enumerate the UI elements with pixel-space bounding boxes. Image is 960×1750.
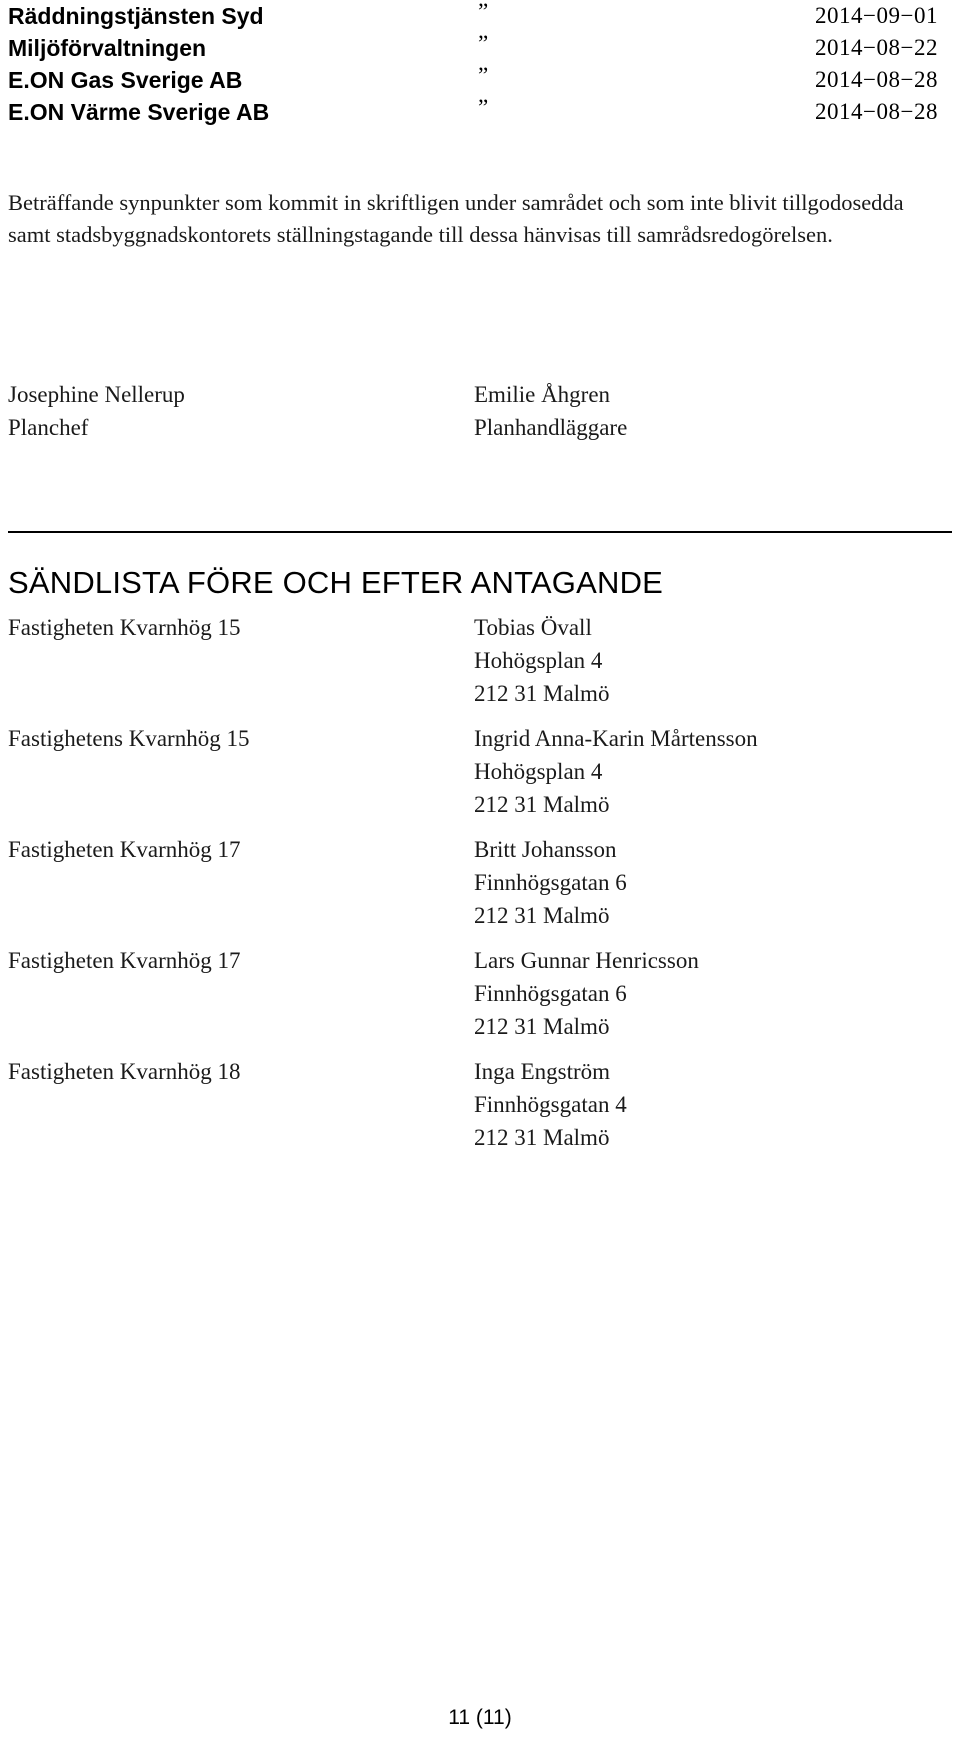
recipient-name: Lars Gunnar Henricsson [474,948,699,973]
ditto-mark: ” [478,0,489,24]
recipient-postal: 212 31 Malmö [474,792,610,817]
send-list-entry [8,833,948,944]
recipient-name: Ingrid Anna-Karin Mårtensson [474,726,758,751]
recipient-name: Britt Johansson [474,837,617,862]
recipient-street: Finnhögsgatan 6 [474,981,627,1006]
section-heading: SÄNDLISTA FÖRE OCH EFTER ANTAGANDE [8,565,664,600]
send-list-entry [8,722,948,833]
remiss-organization: E.ON Gas Sverige AB [8,67,243,93]
ditto-mark: ” [478,31,489,56]
property-name: Fastigheten Kvarnhög 15 [8,615,241,640]
recipient-name: Inga Engström [474,1059,611,1084]
remiss-date: 2014−08−28 [815,99,938,124]
property-name: Fastigheten Kvarnhög 18 [8,1059,241,1084]
ditto-mark: ” [478,63,489,88]
send-list-entry [8,1055,948,1166]
horizontal-divider [8,531,952,533]
signature-left [8,378,185,444]
remiss-organization: Miljöförvaltningen [8,35,207,61]
signature-right [474,378,627,444]
recipient-street: Finnhögsgatan 6 [474,870,627,895]
signatory-name: Josephine Nellerup [8,382,185,407]
recipient-address [474,1055,627,1154]
recipient-address [474,944,699,1043]
remiss-date: 2014−09−01 [815,3,938,28]
recipient-address [474,833,627,932]
recipient-postal: 212 31 Malmö [474,681,610,706]
send-list [8,611,948,1166]
recipient-postal: 212 31 Malmö [474,903,610,928]
signatory-title: Planchef [8,415,89,440]
recipient-postal: 212 31 Malmö [474,1125,610,1150]
remiss-organization: Räddningstjänsten Syd [8,3,264,29]
recipient-street: Finnhögsgatan 4 [474,1092,627,1117]
recipient-street: Hohögsplan 4 [474,759,603,784]
property-name: Fastigheten Kvarnhög 17 [8,837,241,862]
recipient-street: Hohögsplan 4 [474,648,603,673]
remiss-date: 2014−08−22 [815,35,938,60]
recipient-postal: 212 31 Malmö [474,1014,610,1039]
page-number: 11 (11) [448,1706,512,1729]
signatory-name: Emilie Åhgren [474,382,611,407]
property-name: Fastighetens Kvarnhög 15 [8,726,250,751]
recipient-address [474,611,609,710]
property-name: Fastigheten Kvarnhög 17 [8,948,241,973]
body-paragraph: Beträffande synpunkter som kommit in skriftligen under samrådet och som inte blivit tillgodosedda samt stadsbyggnadskontorets ställningstagande till dessa hänvisas till samrådsredogörelsen. [8,189,904,247]
ditto-mark: ” [478,95,489,120]
remiss-organization: E.ON Värme Sverige AB [8,99,270,125]
send-list-entry [8,611,948,722]
recipient-address [474,722,758,821]
remiss-date: 2014−08−28 [815,67,938,92]
signatory-title: Planhandläggare [474,415,628,440]
remiss-row [8,96,948,128]
send-list-entry [8,944,948,1055]
remiss-list [8,0,948,128]
recipient-name: Tobias Övall [474,615,592,640]
